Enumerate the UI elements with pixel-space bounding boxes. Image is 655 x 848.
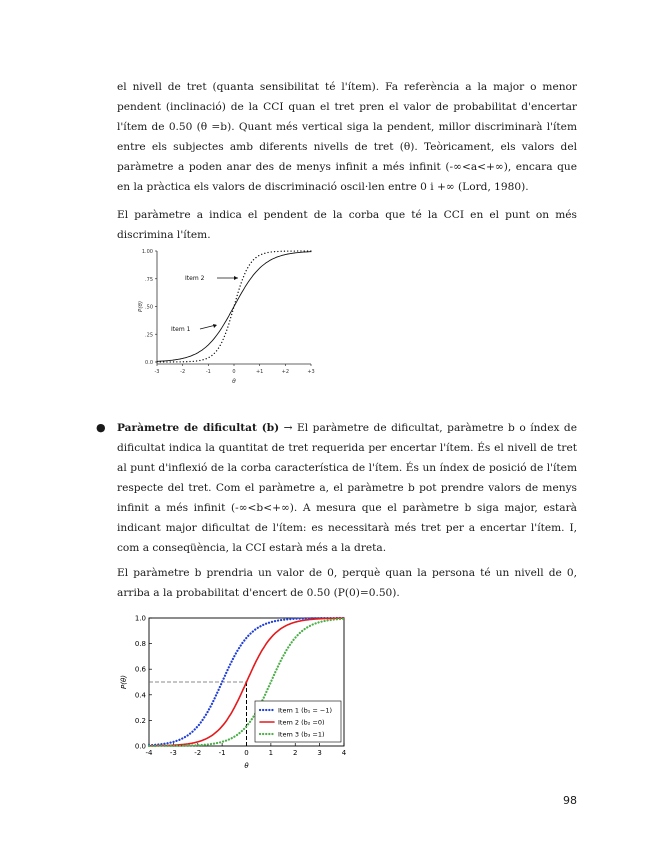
paragraph-difficulty xyxy=(117,418,577,558)
series-line-1 xyxy=(157,252,311,362)
chart-icc-difficulty xyxy=(117,605,357,777)
heading-difficulty: Paràmetre de dificultat (b) xyxy=(117,422,280,434)
x-tick-label: 1 xyxy=(268,749,274,757)
x-tick-label: 4 xyxy=(341,749,347,757)
paragraph-discrimination: el nivell de tret (quanta sensibilitat té l'ítem). Fa referència a la major o menor pendent (inclinació) de la CCI quan el tret pren el valor de probabilitat d'encertar l'ítem de 0.50 (θ =b). Quant més vertical siga la pendent, millor discriminarà l'ítem entre els subjectes amb diferents nivells de tret (θ). Teòricament, els valors del paràmetre a poden anar des de menys infinit a més infinit (-∞<a<+∞), encara que en la pràctica els valors de discriminació oscil·len entre 0 i +∞ (Lord, 1980). xyxy=(117,81,577,193)
annotation-item-2: Item 2 xyxy=(185,275,205,282)
x-tick-label: -1 xyxy=(205,369,211,375)
legend-label-2: Item 2 (b₂ =0) xyxy=(278,718,325,727)
x-axis-label: θ xyxy=(232,378,236,385)
x-tick-label: +1 xyxy=(255,369,264,375)
arrow-icon: → xyxy=(283,422,293,434)
arrowhead-item-2 xyxy=(234,276,238,280)
y-tick-label: 1.0 xyxy=(134,614,146,623)
y-tick-label: .75 xyxy=(145,276,153,283)
x-tick-label: +3 xyxy=(307,369,315,375)
arrowhead-item-1 xyxy=(213,324,217,328)
y-tick-label: 0.0 xyxy=(134,742,146,751)
chart-icc-discrimination xyxy=(138,241,353,393)
x-tick-label: -3 xyxy=(169,749,177,757)
x-tick-label: -4 xyxy=(145,749,153,757)
legend-label-3: Item 3 (b₃ =1) xyxy=(278,730,325,739)
paragraph-parameter-a: El paràmetre a indica el pendent de la corba que té la CCI en el punt on més discrimina l'ítem. xyxy=(117,209,577,241)
x-tick-label: 3 xyxy=(317,749,322,757)
y-tick-label: 0.8 xyxy=(134,640,146,649)
y-axis-label: P(θ) xyxy=(138,301,144,312)
y-tick-label: 1.00 xyxy=(141,249,153,255)
x-tick-label: -2 xyxy=(194,749,202,757)
legend-label-1: Item 1 (b₁ = −1) xyxy=(278,706,333,715)
bullet-icon: ● xyxy=(96,421,106,434)
x-tick-label: -3 xyxy=(154,369,160,375)
y-tick-label: .50 xyxy=(145,304,153,311)
y-tick-label: 0.6 xyxy=(134,665,146,674)
figure-icc-difficulty xyxy=(117,605,357,777)
y-tick-label: 0.0 xyxy=(145,360,153,366)
x-tick-label: -1 xyxy=(218,749,226,757)
x-tick-label: 0 xyxy=(244,749,249,757)
x-axis-label: θ xyxy=(244,762,249,770)
paragraph-difficulty-text: El paràmetre de dificultat, paràmetre b o índex de dificultat indica la quantitat de tret requerida per encertar l'ítem. És el nivell de tret al punt d'inflexió de la corba característica de l'ítem. És un índex de posició de l'ítem respecte del tret. Com el paràmetre a, el paràmetre b pot prendre valors de menys infinit a més infinit (-∞<b<+∞). A mesura que el paràmetre b siga major, estarà indicant major dificultat de l'ítem: es necessitarà més tret per a encertar l'ítem. I, com a conseqüència, la CCI estarà més a la dreta. xyxy=(117,422,577,554)
x-tick-label: +2 xyxy=(281,369,290,375)
y-tick-label: 0.2 xyxy=(134,716,146,725)
x-tick-label: 0 xyxy=(232,369,236,375)
page-number: 98 xyxy=(563,794,577,807)
annotation-item-1: Item 1 xyxy=(171,326,191,333)
y-tick-label: 0.4 xyxy=(134,691,146,700)
figure-icc-discrimination xyxy=(138,241,353,393)
x-tick-label: -2 xyxy=(180,369,186,375)
y-tick-label: .25 xyxy=(145,332,153,339)
x-tick-label: 2 xyxy=(293,749,298,757)
paragraph-parameter-b: El paràmetre b prendria un valor de 0, perquè quan la persona té un nivell de 0, arriba a la probabilitat d'encert de 0.50 (P(0)=0.50). xyxy=(117,567,577,599)
y-axis-label: P(θ) xyxy=(120,675,128,689)
